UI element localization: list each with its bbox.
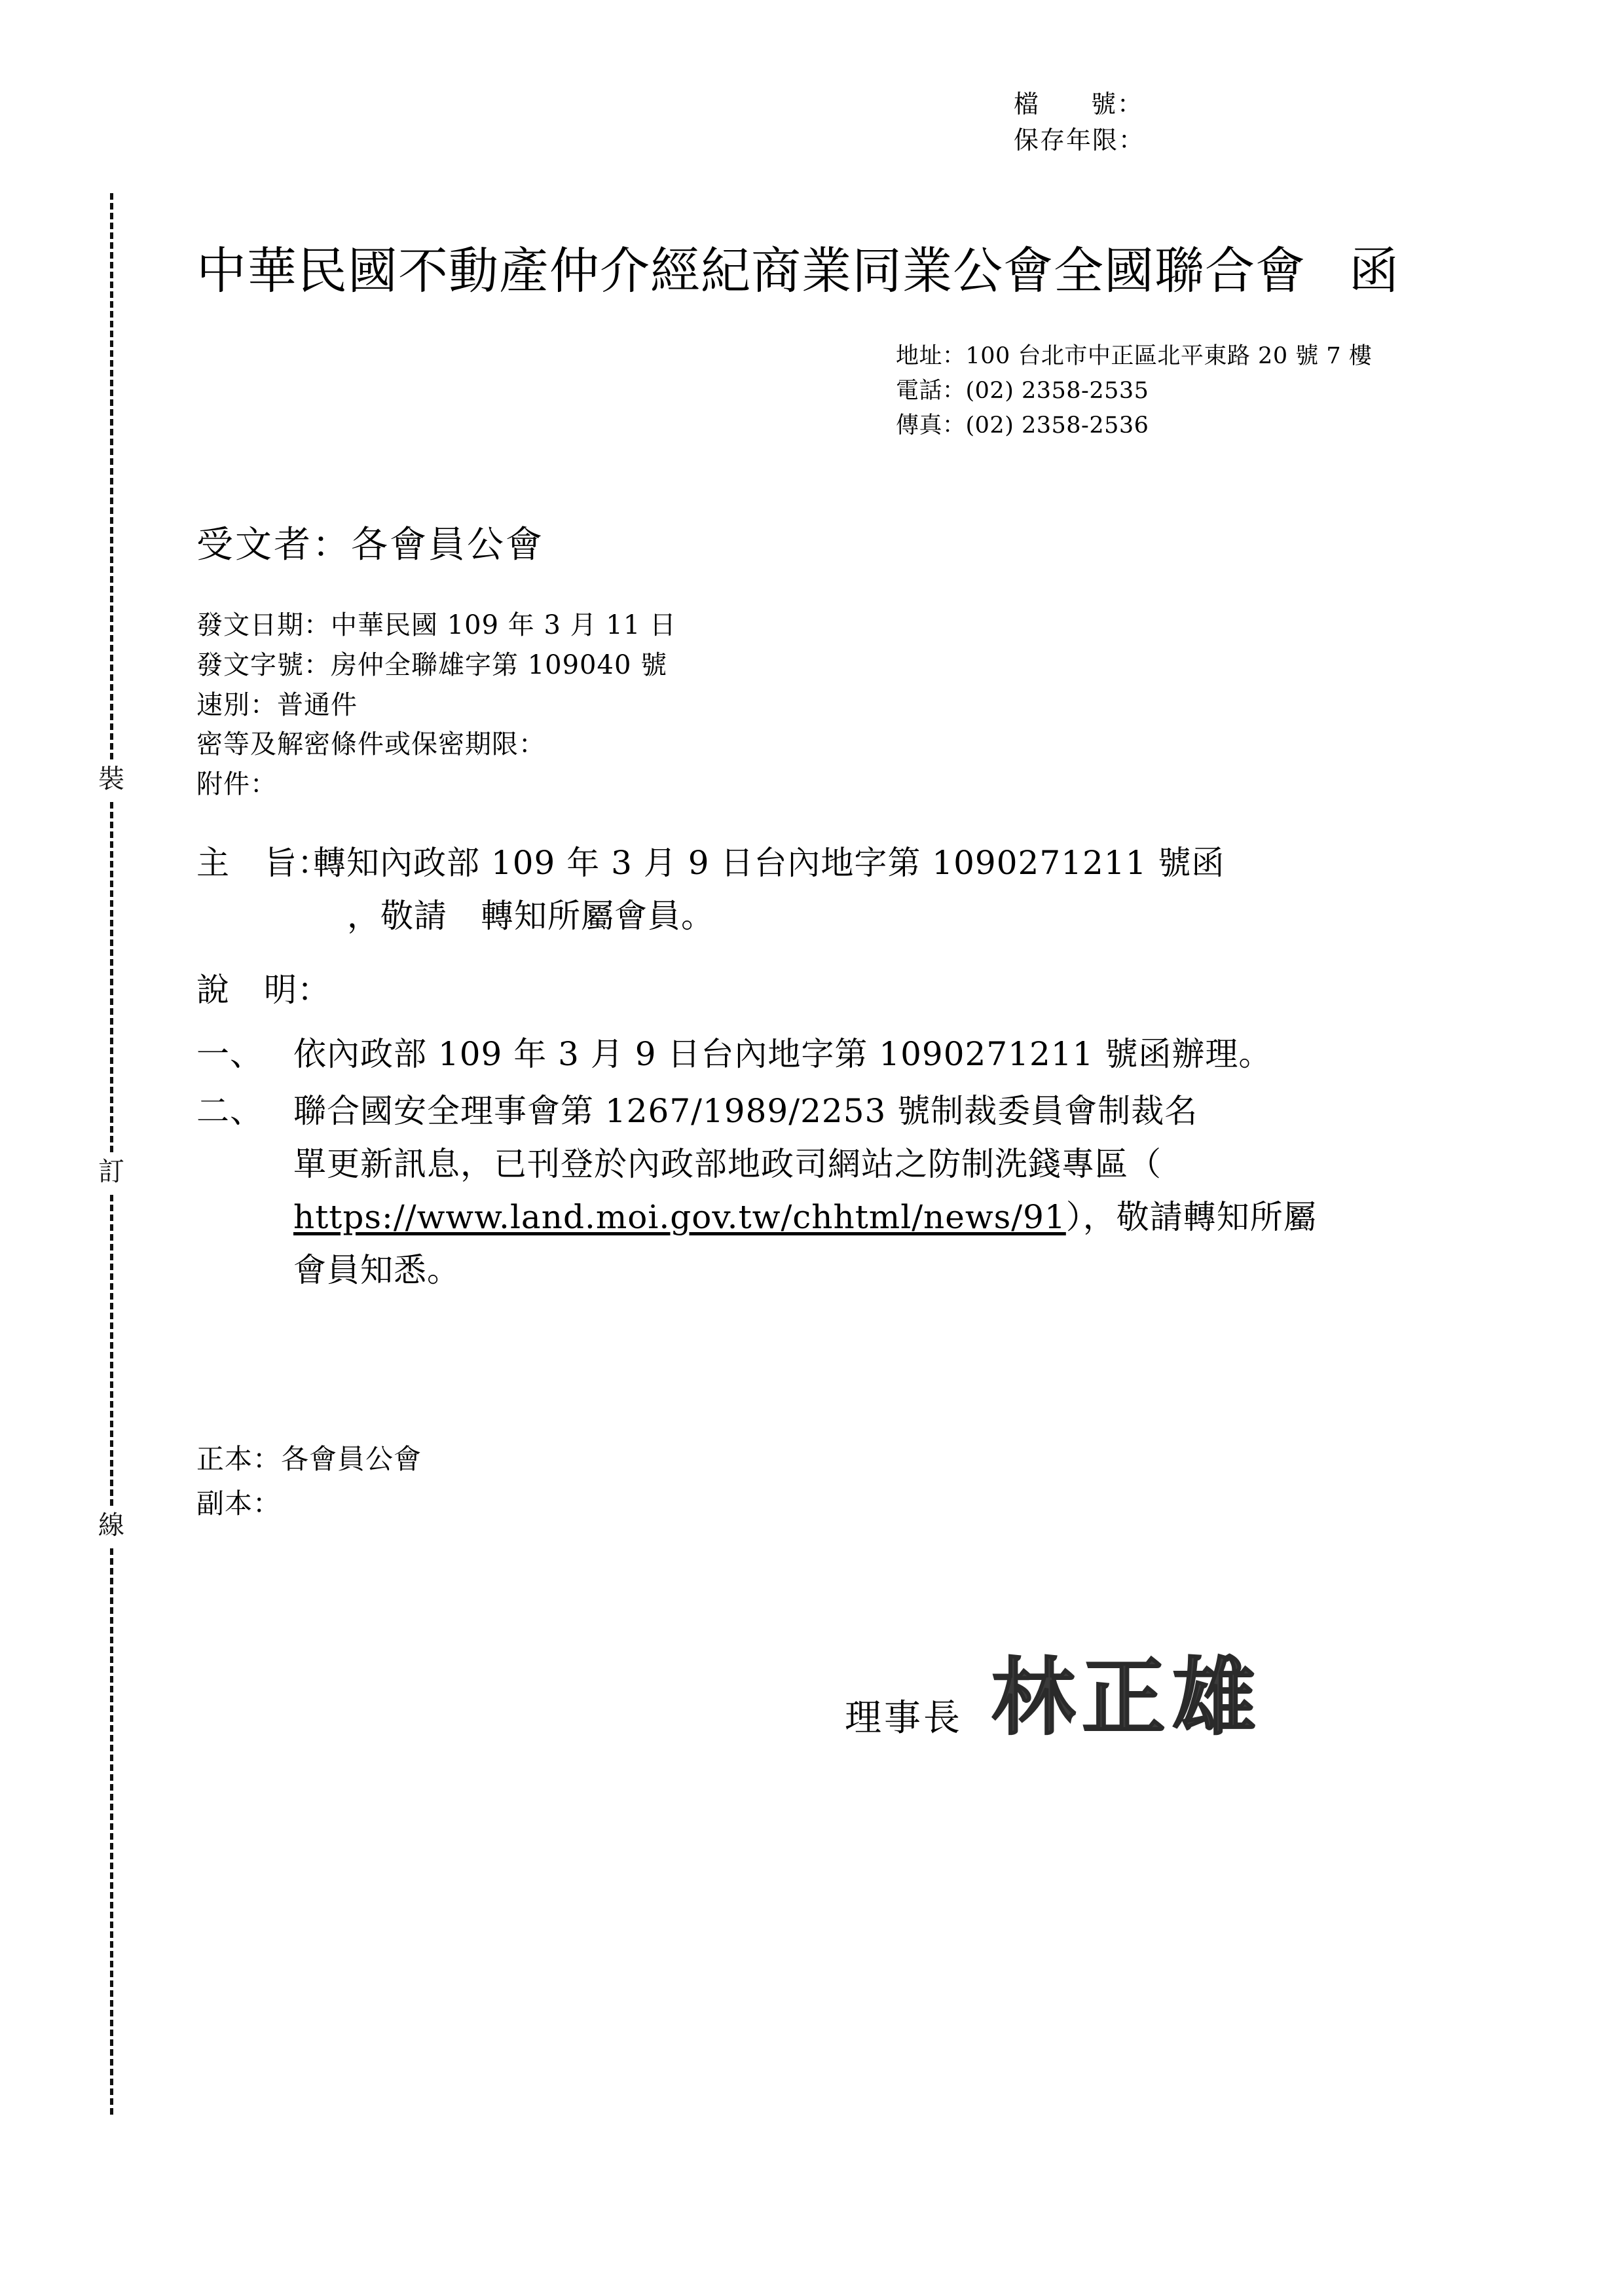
page-title [196, 244, 1441, 299]
item-2-line-1: 聯合國安全理事會第 1267/1989/2253 號制裁委員會制裁名 [293, 1092, 1198, 1130]
classification-row: 密等及解密條件或保密期限： [196, 729, 545, 760]
explanation-label-text [196, 964, 331, 1017]
subject-line-2: ，敬請 轉知所屬會員。 [347, 897, 714, 935]
contact-block [896, 339, 1372, 444]
retention-label: 保存年限： [1014, 126, 1145, 155]
item-1-line-1: 依內政部 109 年 3 月 9 日台內地字第 1090271211 號函辦理。 [293, 1035, 1272, 1073]
signature-block [845, 1630, 1263, 1751]
explanation-label-char-1: 說 [196, 971, 230, 1009]
subject-body [313, 837, 1426, 943]
file-number-row [1014, 86, 1145, 122]
explanation-item-2 [196, 1085, 1441, 1297]
item-1-marker: 一、 [196, 1035, 263, 1073]
retention-row [1014, 122, 1145, 158]
signer-name: 林正雄 [991, 1649, 1263, 1747]
explanation-item-1 [196, 1028, 1441, 1081]
item-2-marker: 二、 [196, 1092, 263, 1130]
file-number-label: 檔 [1014, 90, 1041, 118]
copy-recipients-row: 副本： [196, 1487, 282, 1520]
subject-line-1: 轉知內政部 109 年 3 月 9 日台內地字第 1090271211 號函 [313, 844, 1225, 882]
archive-header [1014, 86, 1145, 158]
item-2-after-url: ），敬請轉知所屬 [1065, 1198, 1317, 1236]
doc-number-row: 發文字號：房仲全聯雄字第 109040 號 [196, 649, 668, 680]
binding-mark-ding: 訂 [85, 1152, 138, 1192]
binding-mark-zhuang: 裝 [85, 759, 138, 799]
binding-mark-xian: 線 [85, 1506, 138, 1545]
issue-date-row: 發文日期：中華民國 109 年 3 月 11 日 [196, 610, 676, 640]
subject-label-char-1: 主 [196, 844, 230, 882]
document-kind: 函 [1349, 242, 1399, 300]
explanation-label [196, 964, 331, 1017]
item-2-line-4: 會員知悉。 [293, 1251, 460, 1289]
subject-label [196, 837, 331, 890]
fax-line: 傳真：(02) 2358-2536 [896, 412, 1149, 439]
explanation-label-char-2: 明： [264, 971, 331, 1009]
organization-name: 中華民國不動產仲介經紀商業同業公會全國聯合會 [196, 242, 1306, 300]
distribution-block [196, 1437, 422, 1526]
explanation-items [196, 1028, 1441, 1301]
attachment-row: 附件： [196, 769, 277, 800]
subject-label-char-2: 旨： [264, 844, 331, 882]
item-2-line-2: 單更新訊息，已刊登於內政部地政司網站之防制洗錢專區（ [293, 1145, 1162, 1183]
phone-line: 電話：(02) 2358-2535 [896, 378, 1149, 405]
subject-section [196, 837, 1441, 943]
file-number-label-2: 號： [1091, 90, 1144, 118]
address-line: 地址：100 台北市中正區北平東路 20 號 7 樓 [896, 343, 1373, 369]
recipient-line: 受文者：各會員公會 [196, 524, 544, 566]
moi-land-url-link[interactable]: https://www.land.moi.gov.tw/chhtml/news/91 [293, 1198, 1066, 1236]
item-2-line-3 [293, 1191, 1441, 1244]
original-recipients-row: 正本：各會員公會 [196, 1443, 422, 1475]
urgency-row: 速別：普通件 [196, 689, 358, 720]
signer-title: 理事長 [845, 1697, 963, 1740]
document-metadata [196, 606, 676, 805]
